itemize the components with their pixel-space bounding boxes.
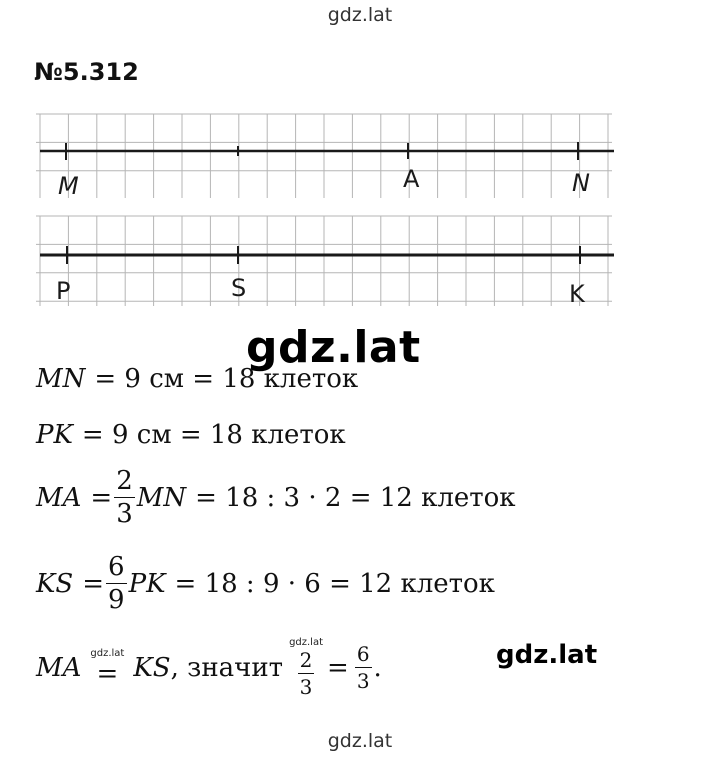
eq5-fraction-2 bbox=[355, 644, 372, 691]
eq5-fraction-1-wrap bbox=[289, 638, 323, 697]
eq5-eq: = bbox=[96, 658, 119, 689]
label-p: P bbox=[56, 277, 71, 305]
grid-top bbox=[36, 114, 612, 198]
eq2-lhs: PK bbox=[36, 420, 73, 450]
eq5-lhs: MA bbox=[36, 652, 82, 683]
eq3-rest: = 18 : 3 · 2 = 12 клеток bbox=[195, 482, 516, 513]
eq2-rest: = 9 см = 18 клеток bbox=[81, 420, 346, 450]
eq5-f2-den: 3 bbox=[356, 669, 370, 693]
eq5-f2-num: 6 bbox=[356, 642, 370, 666]
equation-ks bbox=[36, 554, 495, 613]
eq4-var: PK bbox=[128, 568, 166, 599]
watermark-top: gdz.lat bbox=[327, 4, 393, 26]
segment-sketch bbox=[0, 0, 720, 330]
eq5-fraction-1 bbox=[298, 650, 315, 697]
watermark-big: gdz.lat bbox=[246, 322, 421, 373]
equation-pk bbox=[36, 420, 346, 450]
eq4-rest: = 18 : 9 · 6 = 12 клеток bbox=[174, 568, 495, 599]
eq1-rest: = 9 см = 18 клеток bbox=[94, 364, 359, 394]
label-k: K bbox=[569, 280, 585, 308]
label-m: M bbox=[58, 172, 79, 200]
label-n: N bbox=[572, 169, 590, 197]
grid-bottom bbox=[36, 216, 612, 306]
watermark-bottom: gdz.lat bbox=[327, 730, 393, 752]
eq5-text: , значит bbox=[170, 652, 284, 683]
label-a: A bbox=[403, 165, 420, 193]
equation-ma bbox=[36, 468, 516, 527]
equation-mn bbox=[36, 364, 358, 394]
label-s: S bbox=[231, 274, 247, 302]
equation-conclusion bbox=[36, 638, 382, 697]
task-number: №5.312 bbox=[34, 58, 139, 86]
eq3-fraction bbox=[114, 468, 135, 527]
eq5-equals bbox=[90, 649, 124, 687]
eq3-eq: = bbox=[90, 482, 113, 513]
watermark-small-2: gdz.lat bbox=[289, 637, 324, 648]
eq3-var: MN bbox=[136, 482, 187, 513]
eq3-den: 3 bbox=[116, 499, 133, 529]
eq5-f1-num: 2 bbox=[299, 648, 313, 672]
eq4-eq: = bbox=[82, 568, 105, 599]
eq1-lhs: MN bbox=[36, 364, 86, 394]
eq5-f1-den: 3 bbox=[299, 675, 313, 699]
watermark-small-1: gdz.lat bbox=[90, 647, 125, 659]
watermark-mid: gdz.lat bbox=[496, 640, 598, 670]
eq5-rhs: KS bbox=[133, 652, 171, 683]
eq5-eq2: = bbox=[327, 652, 349, 683]
eq3-lhs: MA bbox=[36, 482, 82, 513]
eq4-lhs: KS bbox=[36, 568, 74, 599]
eq4-den: 9 bbox=[108, 585, 125, 615]
eq5-end: . bbox=[373, 652, 382, 683]
eq4-fraction bbox=[106, 554, 127, 613]
eq4-num: 6 bbox=[108, 552, 125, 582]
eq3-num: 2 bbox=[116, 466, 133, 496]
